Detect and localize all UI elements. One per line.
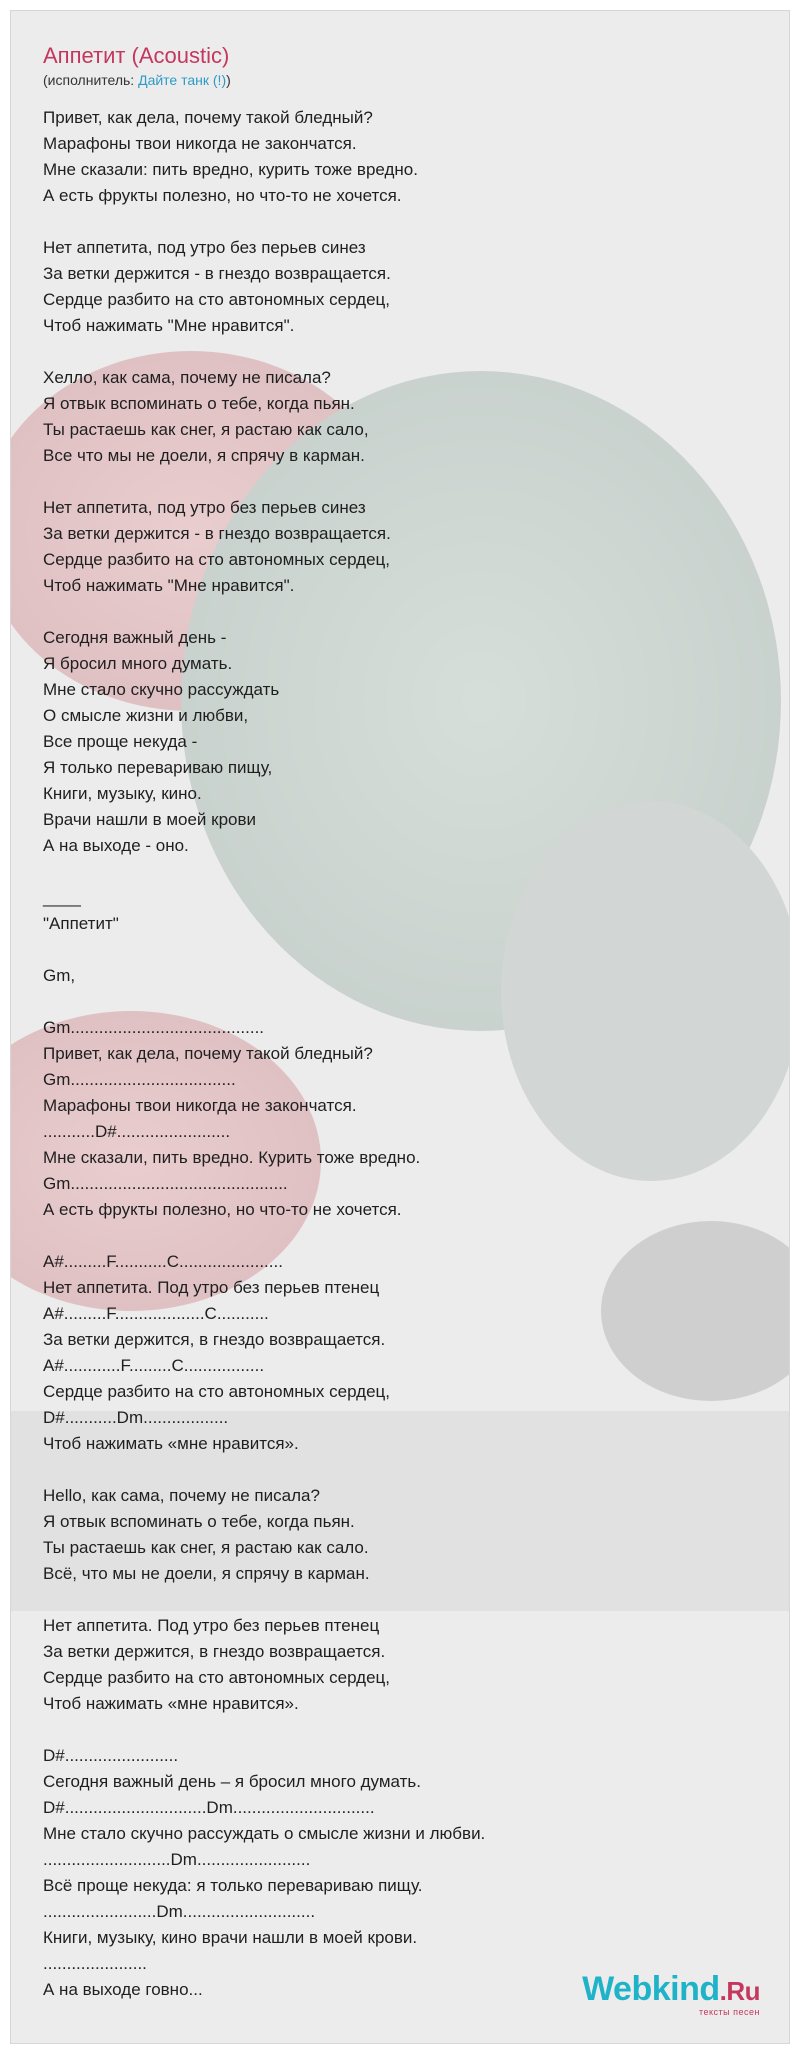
lyric-line: Чтоб нажимать "Мне нравится". (43, 316, 295, 335)
lyrics-text (43, 105, 789, 2003)
lyric-line: Я отвык вспоминать о тебе, когда пьян. (43, 394, 355, 413)
lyric-line: Сердце разбито на сто автономных сердец, (43, 290, 390, 309)
lyric-line: Сердце разбито на сто автономных сердец, (43, 1668, 390, 1687)
lyric-line: ........................Dm............................ (43, 1902, 316, 1921)
lyric-line: О смысле жизни и любви, (43, 706, 249, 725)
lyric-blank-line (43, 1717, 789, 1743)
lyric-line: Сердце разбито на сто автономных сердец, (43, 550, 390, 569)
lyric-line: A#.........F...................C........... (43, 1304, 269, 1323)
logo-tld: .Ru (719, 1976, 760, 2006)
lyric-line: Врачи нашли в моей крови (43, 810, 257, 829)
lyric-line: Сегодня важный день – я бросил много думать. (43, 1772, 422, 1791)
logo-tagline: тексты песен (698, 2007, 760, 2017)
song-title: Аппетит (Acoustic) (43, 43, 230, 68)
lyric-line: Мне сказали, пить вредно. Курить тоже вредно. (43, 1148, 421, 1167)
lyric-blank-line (43, 339, 789, 365)
lyric-line: А на выходе говно... (43, 1980, 203, 1999)
lyric-line: Книги, музыку, кино врачи нашли в моей крови. (43, 1928, 418, 1947)
lyrics-content (11, 11, 789, 2003)
lyric-line: За ветки держится - в гнездо возвращается. (43, 264, 391, 283)
lyric-line: Книги, музыку, кино. (43, 784, 202, 803)
lyric-line: ____ (43, 888, 81, 907)
lyrics-card (10, 10, 790, 2044)
lyric-line: Нет аппетита, под утро без перьев синез (43, 498, 366, 517)
lyric-line: Хелло, как сама, почему не писала? (43, 368, 331, 387)
lyric-line: D#........................ (43, 1746, 179, 1765)
artist-link[interactable]: Дайте танк (!) (138, 72, 227, 88)
lyric-line: Все что мы не доели, я спрячу в карман. (43, 446, 365, 465)
artist-suffix: ) (226, 72, 231, 88)
lyric-line: A#.........F...........C...................... (43, 1252, 283, 1271)
lyric-blank-line (43, 859, 789, 885)
lyric-line: Мне стало скучно рассуждать (43, 680, 280, 699)
lyric-line: Привет, как дела, почему такой бледный? (43, 108, 373, 127)
lyric-blank-line (43, 989, 789, 1015)
lyric-blank-line (43, 1457, 789, 1483)
lyric-line: Нет аппетита. Под утро без перьев птенец (43, 1616, 380, 1635)
artist-prefix: (исполнитель: (43, 72, 139, 88)
lyric-line: За ветки держится, в гнездо возвращается. (43, 1330, 386, 1349)
lyric-line: ...................... (43, 1954, 147, 1973)
lyric-line: ...........D#........................ (43, 1122, 231, 1141)
lyric-line: Марафоны твои никогда не закончатся. (43, 1096, 357, 1115)
lyric-line: А на выходе - оно. (43, 836, 189, 855)
lyric-line: Gm, (43, 966, 76, 985)
lyric-line: Я бросил много думать. (43, 654, 233, 673)
lyric-line: За ветки держится, в гнездо возвращается. (43, 1642, 386, 1661)
lyric-line: Марафоны твои никогда не закончатся. (43, 134, 357, 153)
lyric-blank-line (43, 209, 789, 235)
lyric-line: Gm................................... (43, 1070, 236, 1089)
lyric-line: ...........................Dm........................ (43, 1850, 311, 1869)
lyric-line: Все проще некуда - (43, 732, 198, 751)
lyric-blank-line (43, 469, 789, 495)
lyric-line: Мне стало скучно рассуждать о смысле жизни и любви. (43, 1824, 486, 1843)
lyric-line: Всё, что мы не доели, я спрячу в карман. (43, 1564, 370, 1583)
lyric-blank-line (43, 599, 789, 625)
lyric-line: А есть фрукты полезно, но что-то не хочется. (43, 1200, 402, 1219)
lyric-line: Сегодня важный день - (43, 628, 227, 647)
lyric-line: Ты растаешь как снег, я растаю как сало, (43, 420, 369, 439)
lyric-line: А есть фрукты полезно, но что-то не хочется. (43, 186, 402, 205)
lyric-line: D#..............................Dm.............................. (43, 1798, 375, 1817)
lyric-line: Gm.............................................. (43, 1174, 288, 1193)
logo-name: Webkind (582, 1970, 720, 2008)
lyric-line: Нет аппетита, под утро без перьев синез (43, 238, 366, 257)
lyric-blank-line (43, 1587, 789, 1613)
lyric-line: Привет, как дела, почему такой бледный? (43, 1044, 373, 1063)
lyric-line: Чтоб нажимать «мне нравится». (43, 1434, 299, 1453)
lyric-line: Hello, как сама, почему не писала? (43, 1486, 320, 1505)
lyric-blank-line (43, 1223, 789, 1249)
lyric-line: Мне сказали: пить вредно, курить тоже вредно. (43, 160, 418, 179)
lyric-line: Gm......................................... (43, 1018, 265, 1037)
lyric-blank-line (43, 937, 789, 963)
lyric-line: Я только перевариваю пищу, (43, 758, 273, 777)
lyric-line: Всё проще некуда: я только перевариваю пищу. (43, 1876, 423, 1895)
site-logo[interactable] (582, 1972, 760, 2017)
lyric-line: Нет аппетита. Под утро без перьев птенец (43, 1278, 380, 1297)
lyric-line: Чтоб нажимать «мне нравится». (43, 1694, 299, 1713)
lyric-line: Ты растаешь как снег, я растаю как сало. (43, 1538, 369, 1557)
lyric-line: Чтоб нажимать "Мне нравится". (43, 576, 295, 595)
lyric-line: D#...........Dm.................. (43, 1408, 229, 1427)
lyric-line: Сердце разбито на сто автономных сердец, (43, 1382, 390, 1401)
artist-line (43, 72, 789, 89)
lyric-line: За ветки держится - в гнездо возвращается. (43, 524, 391, 543)
lyric-line: Я отвык вспоминать о тебе, когда пьян. (43, 1512, 355, 1531)
lyric-line: "Аппетит" (43, 914, 119, 933)
lyric-line: A#............F.........C................. (43, 1356, 265, 1375)
